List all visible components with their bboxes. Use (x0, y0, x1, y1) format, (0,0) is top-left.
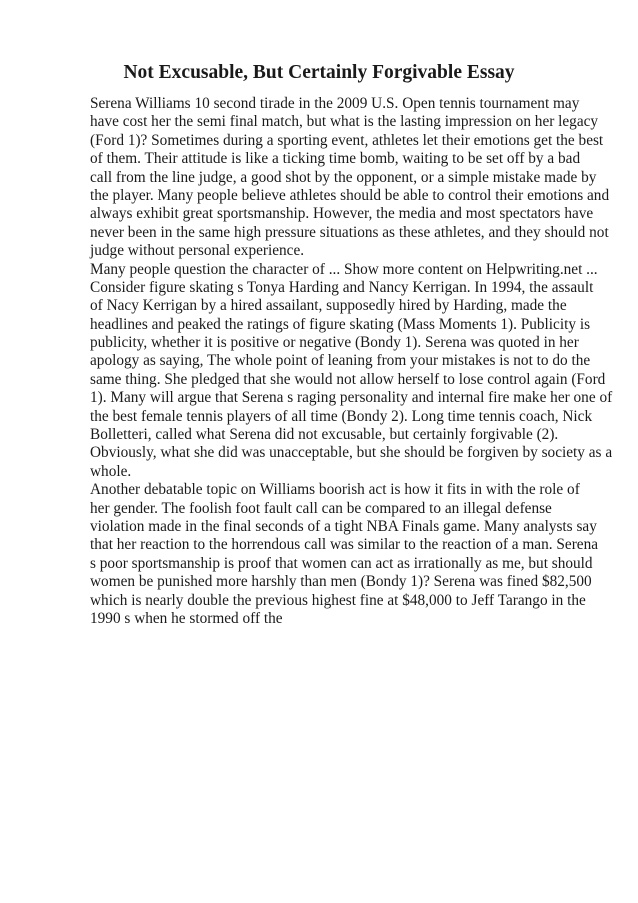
body-line: Obviously, what she did was unacceptable, but she should be forgiven by society as a (90, 444, 613, 462)
body-line: Serena Williams 10 second tirade in the 2009 U.S. Open tennis tournament may (90, 95, 580, 112)
body-line: Bolletteri, called what Serena did not excusable, but certainly forgivable (2). (90, 426, 559, 444)
body-line: women be punished more harshly than men (Bondy 1)? Serena was fined $82,500 (90, 573, 592, 591)
body-line: same thing. She pledged that she would not allow herself to lose control again (Ford (90, 370, 606, 388)
body-line: the player. Many people believe athletes should be able to control their emotions and (90, 186, 610, 204)
body-line: which is nearly double the previous highest fine at $48,000 to Jeff Tarango in the (90, 591, 586, 609)
body-line: the best female tennis players of all time (Bondy 2). Long time tennis coach, Nick (90, 407, 593, 425)
body-line: Consider figure skating s Tonya Harding and Nancy Kerrigan. In 1994, the assault (90, 278, 594, 296)
body-line: publicity, whether it is positive or negative (Bondy 1). Serena was quoted in her (90, 334, 579, 352)
body-line: (Ford 1)? Sometimes during a sporting event, athletes let their emotions get the best (90, 131, 604, 149)
document-body (90, 95, 613, 628)
body-line: s poor sportsmanship is proof that women can act as irrationally as me, but should (90, 554, 593, 572)
body-line: 1). Many will argue that Serena s raging personality and internal fire make her one of (90, 389, 613, 407)
body-line: have cost her the semi final match, but what is the lasting impression on her legacy (90, 113, 599, 131)
body-line: of them. Their attitude is like a ticking time bomb, waiting to be set off by a bad (90, 150, 581, 168)
body-line: call from the line judge, a good shot by the opponent, or a simple mistake made by (90, 168, 597, 186)
body-line: apology as saying, The whole point of leaning from your mistakes is not to do the (90, 352, 591, 370)
body-line: 1990 s when he stormed off the (90, 609, 283, 627)
body-line: that her reaction to the horrendous call was similar to the reaction of a man. Serena (90, 536, 599, 554)
body-line: always exhibit great sportsmanship. However, the media and most spectators have (90, 205, 594, 223)
body-line: violation made in the final seconds of a tight NBA Finals game. Many analysts say (90, 517, 597, 535)
helpwriting-link-line[interactable]: Many people question the character of ... Show more content on Helpwriting.net ... (90, 260, 598, 278)
body-line: her gender. The foolish foot fault call can be compared to an illegal defense (90, 499, 552, 517)
body-line: headlines and peaked the ratings of figure skating (Mass Moments 1). Publicity is (90, 315, 591, 333)
document-title: Not Excusable, But Certainly Forgivable Essay (123, 62, 515, 83)
body-line: never been in the same high pressure situations as these athletes, and they should not (90, 223, 609, 241)
body-line: judge without personal experience. (90, 242, 305, 260)
body-line: Another debatable topic on Williams boorish act is how it fits in with the role of (90, 481, 580, 499)
body-line: whole. (90, 462, 132, 480)
body-line: of Nacy Kerrigan by a hired assailant, supposedly hired by Harding, made the (90, 297, 567, 315)
